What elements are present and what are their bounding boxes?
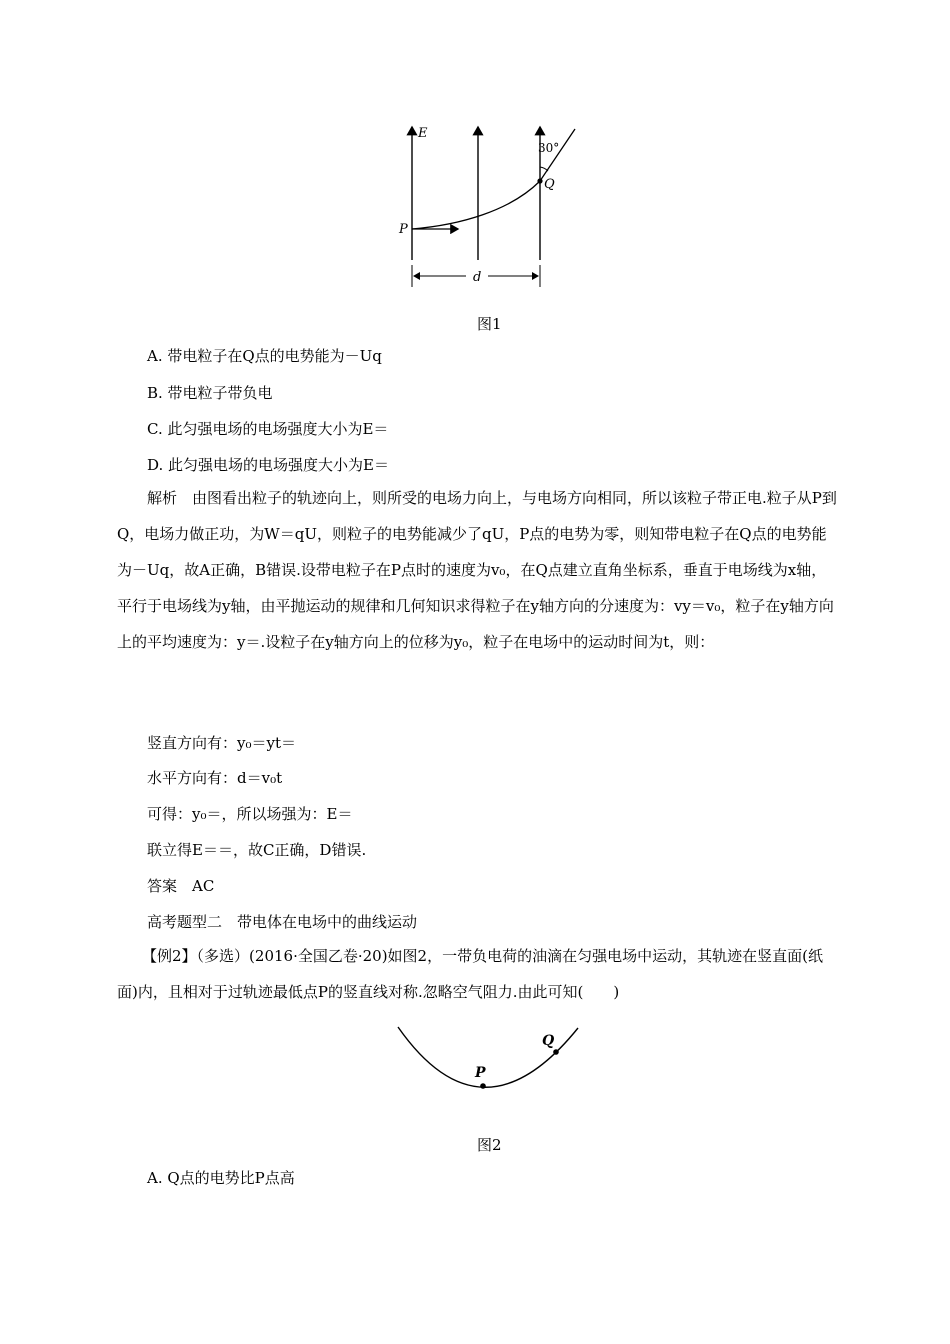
- label-Q: Q: [544, 177, 555, 192]
- label-Q: Q: [542, 1033, 555, 1049]
- analysis-combine: 联立得E＝＝，故C正确，D错误.: [147, 841, 367, 859]
- example-2-text: 【例2】（多选）(2016·全国乙卷·20)如图2，一带负电荷的油滴在匀强电场中运动，其轨迹在竖直面(纸面)内，且相对于过轨迹最低点P的竖直线对称.忽略空气阻力.由此可知( ): [117, 947, 823, 1001]
- analysis-paragraph: 解析 由图看出粒子的轨迹向上，则所受的电场力向上，与电场方向相同，所以该粒子带正电.粒子从P到Q，电场力做正功，为W＝qU，则粒子的电势能减少了qU，P点的电势为零，则知带电粒子在Q点的电势能为－Uq，故A正确，B错误.设带电粒子在P点时的速度为v₀，在Q点建立直角坐标系，垂直于电场线为x轴，平行于电场线为y轴，由平抛运动的规律和几何知识求得粒子在y轴方向的分速度为：vy＝v₀，粒子在y轴方向上的平均速度为：y＝.设粒子在y轴方向上的位移为y₀，粒子在电场中的运动时间为t，则：: [117, 489, 837, 651]
- figure-1-caption: 图1: [477, 315, 502, 333]
- option-1-D: D. 此匀强电场的电场强度大小为E＝: [147, 456, 389, 474]
- analysis-horizontal: 水平方向有：d＝v₀t: [147, 769, 283, 787]
- angle-arc: [540, 167, 548, 171]
- option-1-A: A. 带电粒子在Q点的电势能为－Uq: [147, 347, 382, 365]
- label-angle: 30°: [538, 141, 560, 155]
- figure-1-diagram: [390, 115, 590, 290]
- label-P: P: [399, 222, 408, 237]
- option-2-A: A. Q点的电势比P点高: [147, 1169, 295, 1187]
- figure-2-caption: 图2: [477, 1136, 502, 1154]
- option-1-B: B. 带电粒子带负电: [147, 384, 273, 402]
- point-Q: [553, 1049, 559, 1055]
- point-Q: [537, 178, 542, 183]
- point-P: [480, 1083, 486, 1089]
- answer-line: 答案 AC: [147, 877, 215, 895]
- label-d: d: [473, 270, 482, 285]
- label-E: E: [418, 126, 428, 141]
- figure-2-diagram: [390, 1025, 590, 1100]
- analysis-vertical: 竖直方向有：y₀＝yt＝: [147, 734, 296, 752]
- option-1-C: C. 此匀强电场的电场强度大小为E＝: [147, 420, 389, 438]
- section-title: 高考题型二 带电体在电场中的曲线运动: [147, 913, 418, 931]
- label-P: P: [475, 1065, 486, 1081]
- analysis-result: 可得：y₀＝，所以场强为：E＝: [147, 805, 353, 823]
